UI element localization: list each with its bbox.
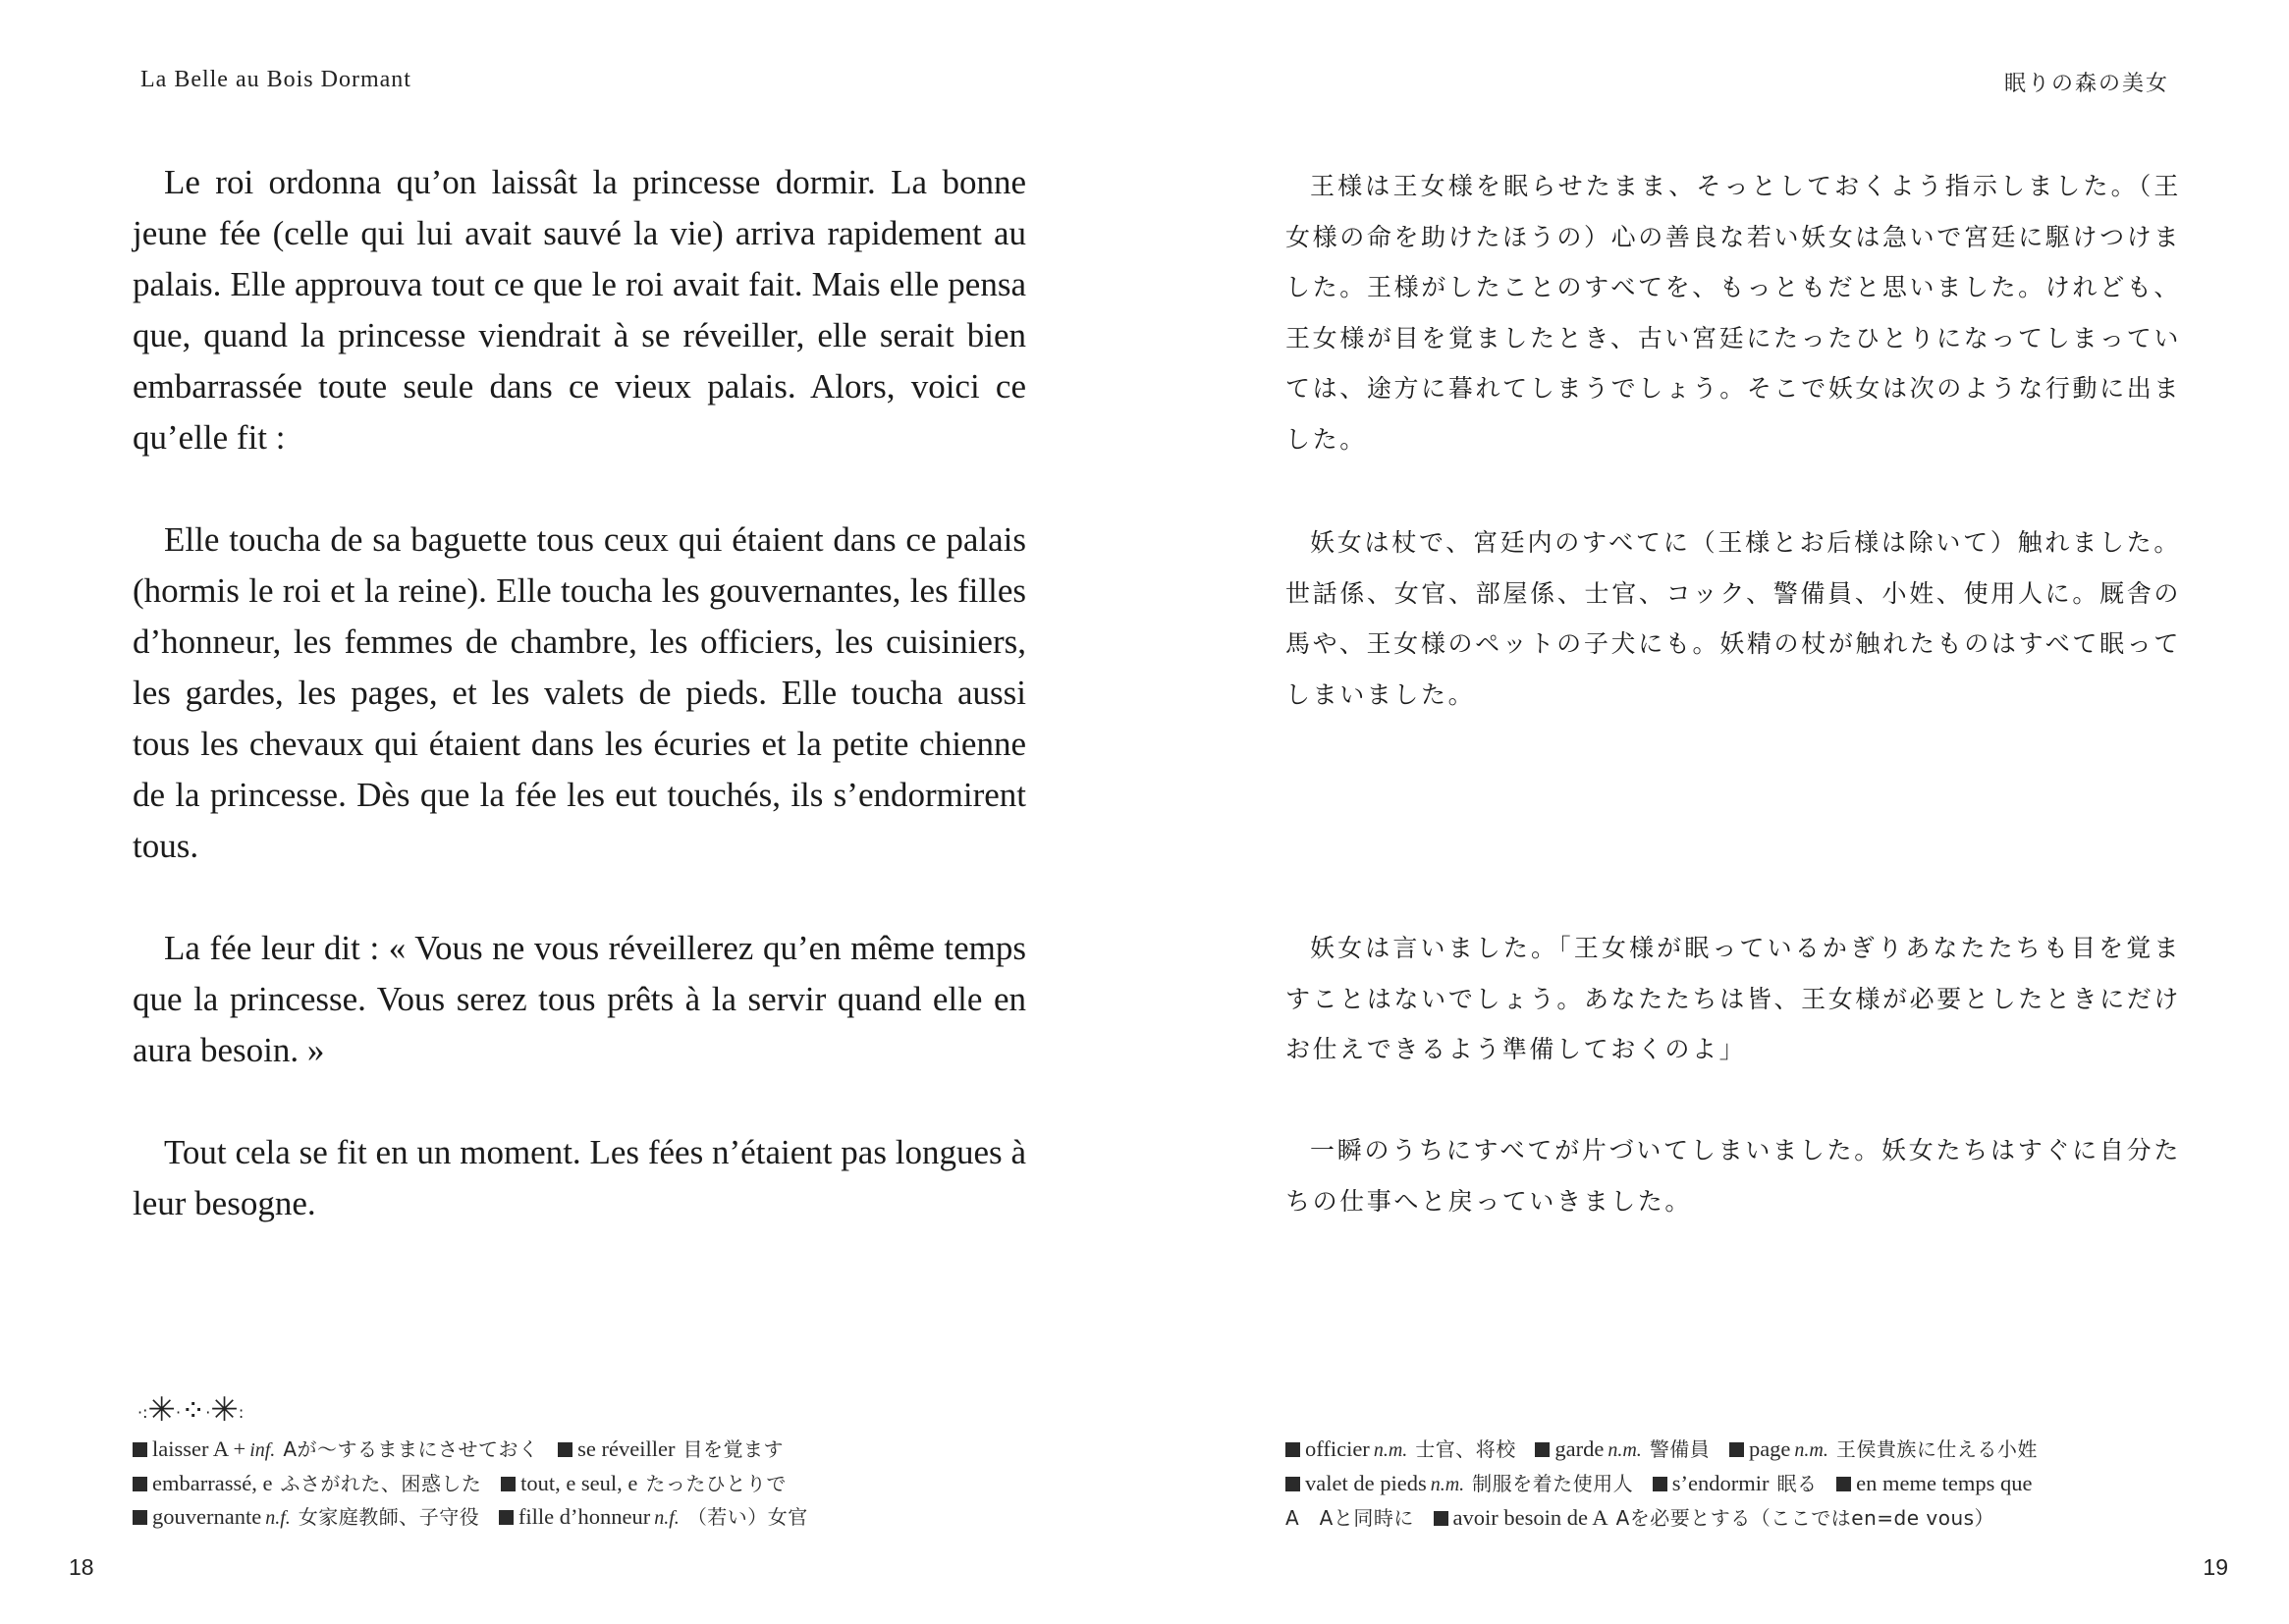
glossary-line bbox=[133, 1467, 1046, 1500]
french-paragraph: Tout cela se fit en un moment. Les fées n’étaient pas longues à leur besogne. bbox=[133, 1133, 1026, 1222]
glossary-entry: gouvernante n.f. 女家庭教師、子守役 bbox=[133, 1504, 479, 1529]
bullet-square-icon bbox=[1434, 1511, 1448, 1526]
bullet-square-icon bbox=[133, 1510, 147, 1525]
glossary-line bbox=[133, 1433, 1046, 1467]
glossary-entry: officier n.m. 士官、将校 bbox=[1285, 1436, 1516, 1461]
japanese-paragraph: 妖女は杖で、宮廷内のすべてに（王様とお后様は除いて）触れました。世話係、女官、部屋係、士官、コック、警備員、小姓、使用人に。厩舎の馬や、王女様のペットの子犬にも。妖精の杖が触れたものはすべて眠ってしまいました。 bbox=[1285, 528, 2181, 709]
japanese-paragraph: 王様は王女様を眠らせたまま、そっとしておくよう指示しました。（王女様の命を助けたほうの）心の善良な若い妖女は急いで宮廷に駆けつけました。王様がしたことのすべてを、もっともだと思いました。けれども、王女様が目を覚ましたとき、古い宮廷にたったひとりになってしまっていては、途方に暮れてしまうでしょう。そこで妖女は次のような行動に出ました。 bbox=[1285, 172, 2181, 454]
glossary-line bbox=[1285, 1501, 2199, 1535]
glossary-entry: avoir besoin de A Aを必要とする（ここではen=de vous） bbox=[1434, 1505, 1995, 1530]
french-paragraph: La fée leur dit : « Vous ne vous réveillerez qu’en même temps que la princesse. Vous serez tous prêts à la servir quand elle en aura besoin. » bbox=[133, 929, 1026, 1069]
bullet-square-icon bbox=[1653, 1477, 1667, 1491]
glossary-entry: page n.m. 王侯貴族に仕える小姓 bbox=[1729, 1436, 2038, 1461]
running-head-title: 眠りの森の美女 bbox=[2003, 72, 2169, 96]
glossary-entry: en meme temps que bbox=[1836, 1471, 2032, 1495]
glossary-entry: A Aと同時に bbox=[1285, 1506, 1414, 1530]
bullet-square-icon bbox=[1836, 1477, 1851, 1491]
glossary-entry: tout, e seul, e たったひとりで bbox=[501, 1471, 787, 1495]
page-number: 18 bbox=[69, 1554, 94, 1580]
glossary-line bbox=[133, 1500, 1046, 1535]
japanese-paragraph: 妖女は言いました。「王女様が眠っているかぎりあなたたちも目を覚ますことはないでしょう。あなたたちは皆、王女様が必要としたときにだけお仕えできるよう準備しておくのよ」 bbox=[1285, 934, 2181, 1063]
glossary-line bbox=[1285, 1467, 2199, 1501]
japanese-paragraph-block bbox=[1285, 1125, 2181, 1226]
french-paragraph: Elle toucha de sa baguette tous ceux qui étaient dans ce palais (hormis le roi et la reine). Elle toucha les gouvernantes, les filles d’honneur, les femmes de chambre, les officiers, les cuisiniers, les gardes, les pages, et les valets de pieds. Elle toucha aussi tous les chevaux qui étaient dans les écuries et la petite chienne de la princesse. Dès que la fée les eut touchés, ils s’endormirent tous. bbox=[133, 520, 1026, 865]
right-page bbox=[1145, 0, 2289, 1624]
bullet-square-icon bbox=[558, 1442, 572, 1457]
glossary-entry: embarrassé, e ふさがれた、困惑した bbox=[133, 1471, 481, 1495]
bullet-square-icon bbox=[499, 1510, 514, 1525]
glossary-entry: laisser A + inf. Aが～するままにさせておく bbox=[133, 1436, 539, 1461]
french-paragraph: Le roi ordonna qu’on laissât la princesse dormir. La bonne jeune fée (celle qui lui avait sauvé la vie) arriva rapidement au palais. Elle approuva tout ce que le roi avait fait. Mais elle pensa que, quand la princesse viendrait à se réveiller, elle serait bien embarrassée toute seule dans ce vieux palais. Alors, voici ce qu’elle fit : bbox=[133, 163, 1026, 457]
glossary-entry: garde n.m. 警備員 bbox=[1535, 1436, 1710, 1461]
japanese-paragraph: 一瞬のうちにすべてが片づいてしまいました。妖女たちはすぐに自分たちの仕事へと戻っていきました。 bbox=[1285, 1136, 2181, 1216]
glossary-entry: fille d’honneur n.f. （若い）女官 bbox=[499, 1504, 808, 1529]
bullet-square-icon bbox=[133, 1477, 147, 1491]
japanese-paragraph-block bbox=[1285, 517, 2181, 720]
glossary-line bbox=[1285, 1433, 2199, 1467]
bullet-square-icon bbox=[501, 1477, 516, 1491]
vocabulary-notes bbox=[1285, 1433, 2199, 1535]
page-number: 19 bbox=[2203, 1554, 2228, 1580]
glossary-entry: valet de pieds n.m. 制服を着た使用人 bbox=[1285, 1471, 1633, 1495]
glossary-entry: se réveiller 目を覚ます bbox=[558, 1436, 784, 1461]
japanese-paragraph-block bbox=[1285, 161, 2181, 464]
running-head-title: La Belle au Bois Dormant bbox=[140, 67, 411, 92]
bullet-square-icon bbox=[1535, 1442, 1550, 1457]
glossary-entry: s’endormir 眠る bbox=[1653, 1471, 1818, 1495]
vocabulary-notes bbox=[133, 1433, 1046, 1535]
bullet-square-icon bbox=[1285, 1477, 1300, 1491]
japanese-paragraph-block bbox=[1285, 923, 2181, 1075]
bullet-square-icon bbox=[1729, 1442, 1744, 1457]
sparkle-ornament-icon: ·:✳·⁘·✳: bbox=[137, 1390, 245, 1430]
bullet-square-icon bbox=[1285, 1442, 1300, 1457]
french-text bbox=[133, 157, 1026, 1229]
bullet-square-icon bbox=[133, 1442, 147, 1457]
left-page bbox=[0, 0, 1144, 1624]
